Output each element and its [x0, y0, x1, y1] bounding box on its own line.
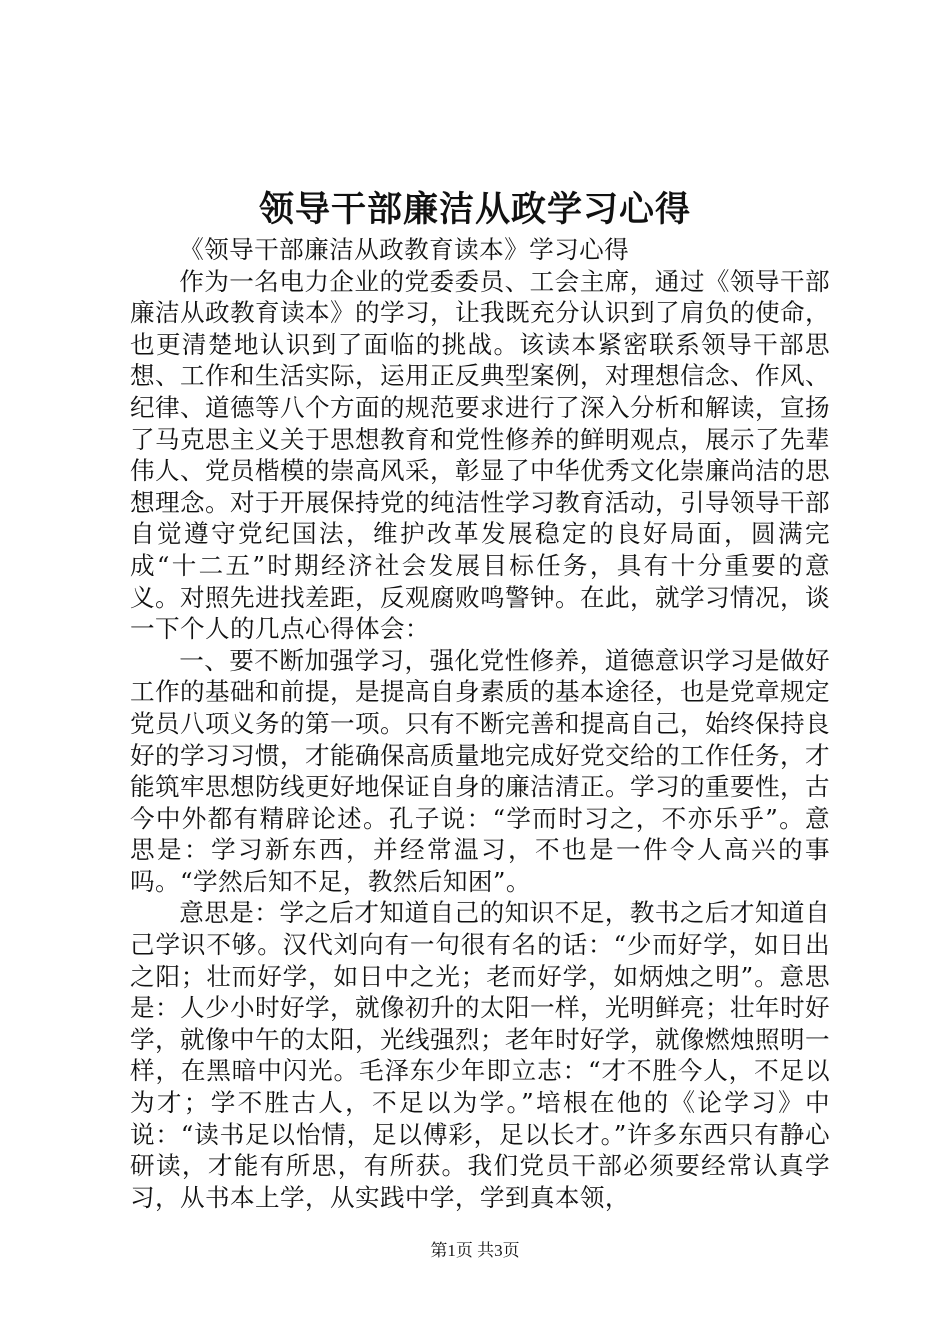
paragraph-point-one: 一、要不断加强学习，强化党性修养，道德意识学习是做好工作的基础和前提，是提高自身素质的基本途径，也是党章规定党员八项义务的第一项。只有不断完善和提高自己，始终保持良好的学习习惯，才能确保高质量地完成好党交给的工作任务，才能筑牢思想防线更好地保证自身的廉洁清正。学习的重要性，古今中外都有精辟论述。孔子说：“学而时习之，不亦乐乎”。意思是：学习新东西，并经常温习，不也是一件令人高兴的事吗。“学然后知不足，教然后知困”。 — [130, 645, 830, 896]
paragraph-explanation: 意思是：学之后才知道自己的知识不足，教书之后才知道自己学识不够。汉代刘向有一句很有名的话：“少而好学，如日出之阳；壮而好学，如日中之光；老而好学，如炳烛之明”。意思是：人少小时好学，就像初升的太阳一样，光明鲜亮；壮年时好学，就像中午的太阳，光线强烈；老年时好学，就像燃烛照明一样，在黑暗中闪光。毛泽东少年即立志：“才不胜今人，不足以为才；学不胜古人，不足以为学。”培根在他的《论学习》中说：“读书足以怡情，足以傅彩，足以长才。”许多东西只有静心研读，才能有所思，有所获。我们党员干部必须要经常认真学习，从书本上学，从实践中学，学到真本领， — [130, 898, 830, 1212]
document-title: 领导干部廉洁从政学习心得 — [258, 189, 691, 230]
paragraph-subtitle: 《领导干部廉洁从政教育读本》学习心得 — [179, 235, 630, 264]
page-footer: 第1页 共3页 — [430, 1241, 520, 1260]
paragraph-intro: 作为一名电力企业的党委委员、工会主席，通过《领导干部廉洁从政教育读本》的学习，让我既充分认识到了肩负的使命，也更清楚地认识到了面临的挑战。该读本紧密联系领导干部思想、工作和生活实际，运用正反典型案例，对理想信念、作风、纪律、道德等八个方面的规范要求进行了深入分析和解读，宣扬了马克思主义关于思想教育和党性修养的鲜明观点，展示了先辈伟人、党员楷模的崇高风采，彰显了中华优秀文化崇廉尚洁的思想理念。对于开展保持党的纯洁性学习教育活动，引导领导干部自觉遵守党纪国法，维护改革发展稳定的良好局面，圆满完成“十二五”时期经济社会发展目标任务，具有十分重要的意义。对照先进找差距，反观腐败鸣警钟。在此，就学习情况，谈一下个人的几点心得体会： — [130, 266, 830, 644]
document-body — [130, 234, 830, 1213]
